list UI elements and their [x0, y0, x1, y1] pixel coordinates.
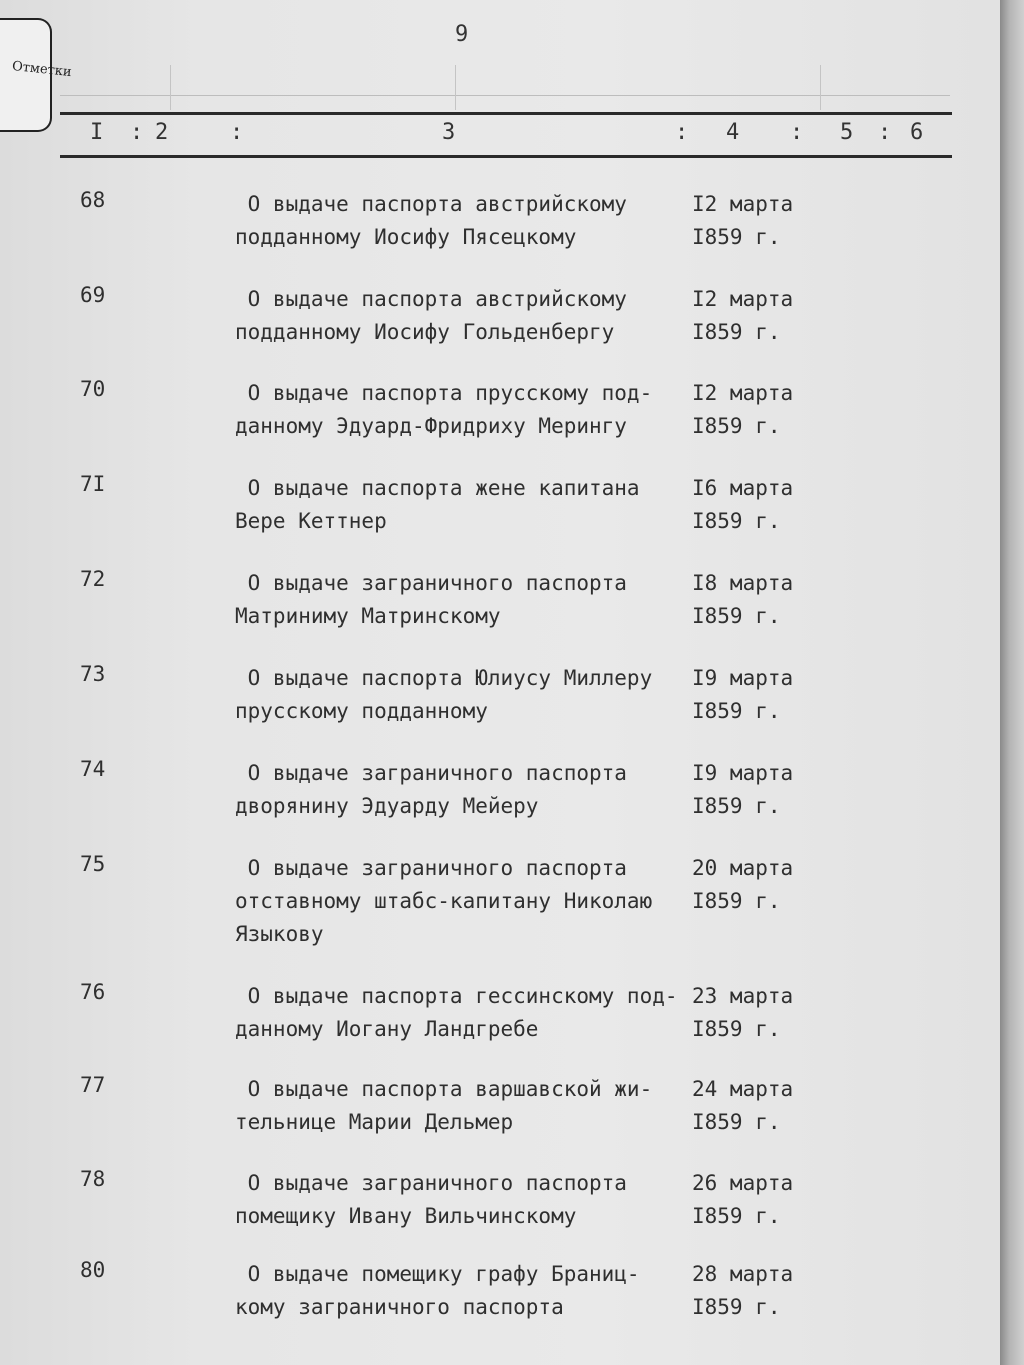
entry-number: 68	[80, 188, 106, 212]
date-year: I859 г.	[692, 1204, 781, 1228]
column-number: 4	[726, 120, 740, 145]
entry-number: 75	[80, 852, 106, 876]
entry-date	[692, 472, 812, 538]
entry-description	[235, 472, 685, 538]
date-year: I859 г.	[692, 225, 781, 249]
description-line: подданному Иосифу Гольденбергу	[235, 320, 615, 344]
description-line: помещику Ивану Вильчинскому	[235, 1204, 577, 1228]
column-separator: :	[790, 120, 804, 145]
description-line: Матриниму Матринскому	[235, 604, 501, 628]
description-line: О выдаче заграничного паспорта	[235, 856, 627, 880]
description-line: О выдаче заграничного паспорта	[235, 761, 627, 785]
date-year: I859 г.	[692, 1110, 781, 1134]
entry-date	[692, 980, 812, 1046]
ghost-column-divider	[820, 65, 821, 110]
date-day-month: I8 марта	[692, 571, 794, 595]
description-line: О выдаче помещику графу Браниц-	[235, 1262, 640, 1286]
column-separator: :	[675, 120, 689, 145]
date-year: I859 г.	[692, 509, 781, 533]
entry-description	[235, 757, 685, 823]
entry-description	[235, 188, 685, 254]
description-line: О выдаче паспорта австрийскому	[235, 192, 627, 216]
entry-date	[692, 1167, 812, 1233]
description-line: О выдаче паспорта австрийскому	[235, 287, 627, 311]
column-number: 2	[155, 120, 169, 145]
date-year: I859 г.	[692, 414, 781, 438]
entry-description	[235, 567, 685, 633]
date-year: I859 г.	[692, 889, 781, 913]
entry-description	[235, 1167, 685, 1233]
entry-date	[692, 1258, 812, 1324]
date-year: I859 г.	[692, 1017, 781, 1041]
entry-number: 73	[80, 662, 106, 686]
entry-description	[235, 980, 685, 1046]
column-separator: :	[878, 120, 892, 145]
description-line: дворянину Эдуарду Мейеру	[235, 794, 539, 818]
description-line: кому заграничного паспорта	[235, 1295, 564, 1319]
date-day-month: 20 марта	[692, 856, 794, 880]
entry-date	[692, 377, 812, 443]
ghost-column-divider	[455, 65, 456, 110]
date-day-month: I2 марта	[692, 381, 794, 405]
entry-description	[235, 852, 685, 951]
entry-description	[235, 1258, 685, 1324]
date-day-month: I6 марта	[692, 476, 794, 500]
entry-description	[235, 283, 685, 349]
entry-number: 77	[80, 1073, 106, 1097]
entry-date	[692, 852, 812, 918]
entry-date	[692, 188, 812, 254]
entry-number: 72	[80, 567, 106, 591]
description-line: Языкову	[235, 922, 324, 946]
description-line: О выдаче паспорта варшавской жи-	[235, 1077, 653, 1101]
entry-number: 78	[80, 1167, 106, 1191]
page-edge	[1000, 0, 1024, 1365]
entry-date	[692, 1073, 812, 1139]
entry-number: 69	[80, 283, 106, 307]
column-number: I	[90, 120, 104, 145]
date-day-month: 26 марта	[692, 1171, 794, 1195]
entry-date	[692, 757, 812, 823]
entry-number: 7I	[80, 472, 106, 496]
description-line: О выдаче паспорта гессинскому под-	[235, 984, 678, 1008]
description-line: прусскому подданному	[235, 699, 488, 723]
column-number-row	[60, 116, 950, 152]
entry-description	[235, 377, 685, 443]
description-line: Вере Кеттнер	[235, 509, 387, 533]
date-day-month: I2 марта	[692, 287, 794, 311]
date-day-month: I2 марта	[692, 192, 794, 216]
description-line: О выдаче заграничного паспорта	[235, 571, 627, 595]
entry-number: 70	[80, 377, 106, 401]
description-line: О выдаче заграничного паспорта	[235, 1171, 627, 1195]
ghost-column-divider	[170, 65, 171, 110]
column-number: 5	[840, 120, 854, 145]
entry-number: 76	[80, 980, 106, 1004]
date-year: I859 г.	[692, 699, 781, 723]
header-top-rule	[60, 112, 952, 115]
date-day-month: 24 марта	[692, 1077, 794, 1101]
description-line: подданному Иосифу Пясецкому	[235, 225, 577, 249]
date-year: I859 г.	[692, 1295, 781, 1319]
header-bottom-rule	[60, 155, 952, 158]
entry-date	[692, 662, 812, 728]
date-year: I859 г.	[692, 320, 781, 344]
page-number: 9	[455, 22, 469, 47]
date-day-month: 28 марта	[692, 1262, 794, 1286]
side-tab-label: Отметки	[11, 58, 73, 81]
description-line: тельнице Марии Дельмер	[235, 1110, 514, 1134]
description-line: отставному штабс-капитану Николаю	[235, 889, 653, 913]
description-line: О выдаче паспорта Юлиусу Миллеру	[235, 666, 653, 690]
column-separator: :	[130, 120, 144, 145]
date-day-month: I9 марта	[692, 761, 794, 785]
description-line: О выдаче паспорта прусскому под-	[235, 381, 653, 405]
description-line: данному Иогану Ландгребе	[235, 1017, 539, 1041]
date-year: I859 г.	[692, 794, 781, 818]
entry-description	[235, 662, 685, 728]
entry-description	[235, 1073, 685, 1139]
description-line: данному Эдуард-Фридриху Мерингу	[235, 414, 627, 438]
entry-date	[692, 283, 812, 349]
description-line: О выдаче паспорта жене капитана	[235, 476, 640, 500]
entry-number: 80	[80, 1258, 106, 1282]
column-number: 3	[442, 120, 456, 145]
date-year: I859 г.	[692, 604, 781, 628]
column-separator: :	[230, 120, 244, 145]
date-day-month: 23 марта	[692, 984, 794, 1008]
entry-number: 74	[80, 757, 106, 781]
date-day-month: I9 марта	[692, 666, 794, 690]
column-number: 6	[910, 120, 924, 145]
entry-date	[692, 567, 812, 633]
ghost-header-rule	[60, 95, 950, 96]
